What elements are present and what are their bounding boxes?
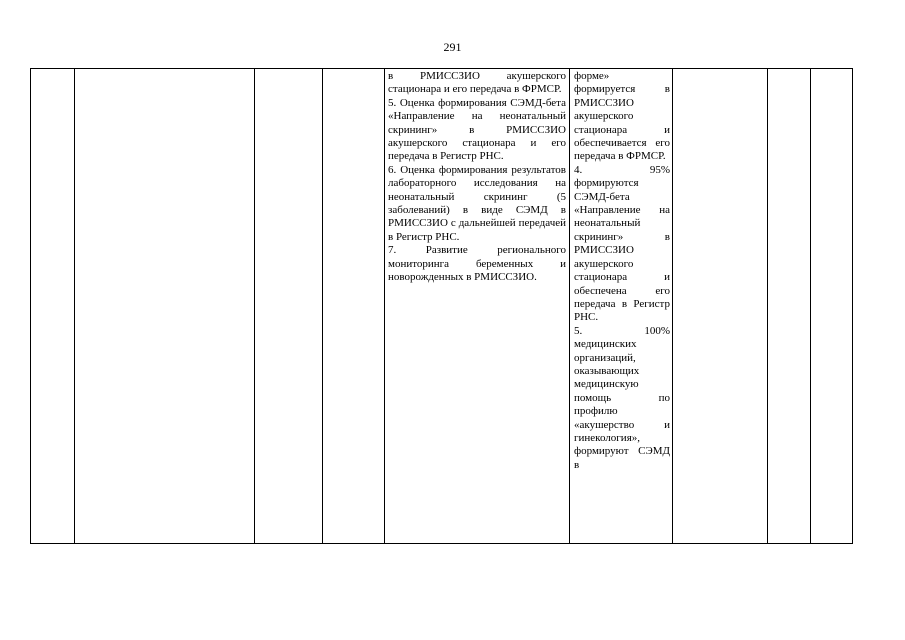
table-cell-description [385, 69, 570, 544]
result-item: 5. 100% медицинских организаций, оказывающих медицинскую помощь по профилю «акушерство и гинекология», формируют СЭМД в [574, 324, 670, 471]
table-cell-index [31, 69, 75, 544]
results-text [570, 69, 672, 472]
description-item: 5. Оценка формирования СЭМД-бета «Направление на неонатальный скрининг» в РМИССЗИО акушерского стационара и его передача в Регистр РНС. [388, 96, 566, 163]
table-cell-start [255, 69, 323, 544]
table-cell-responsible [673, 69, 768, 544]
description-item: 7. Развитие регионального мониторинга беременных и новорожденных в РМИССЗИО. [388, 244, 566, 284]
table-cell-level [811, 69, 853, 544]
page-number: 291 [443, 40, 462, 54]
table-row [31, 69, 853, 544]
table-cell-end [323, 69, 385, 544]
document-table [30, 68, 853, 544]
table-cell-type [768, 69, 811, 544]
table-cell-results [570, 69, 673, 544]
table-cell-name [75, 69, 255, 544]
description-text [385, 69, 569, 285]
description-item: 6. Оценка формирования результатов лабораторного исследования на неонатальный скрининг (5 заболеваний) в виде СЭМД в РМИССЗИО с дальнейшей передачей в Регистр РНС. [388, 163, 566, 243]
description-item: в РМИССЗИО акушерского стационара и его передача в ФРМСР. [388, 70, 566, 96]
result-item: 4. 95% формируются СЭМД-бета «Направление на неонатальный скрининг» в РМИССЗИО акушерского стационара и обеспечена его передача в Регистр РНС. [574, 163, 670, 324]
result-item: форме» формируется в РМИССЗИО акушерского стационара и обеспечивается его передача в ФРМСР. [574, 70, 670, 163]
